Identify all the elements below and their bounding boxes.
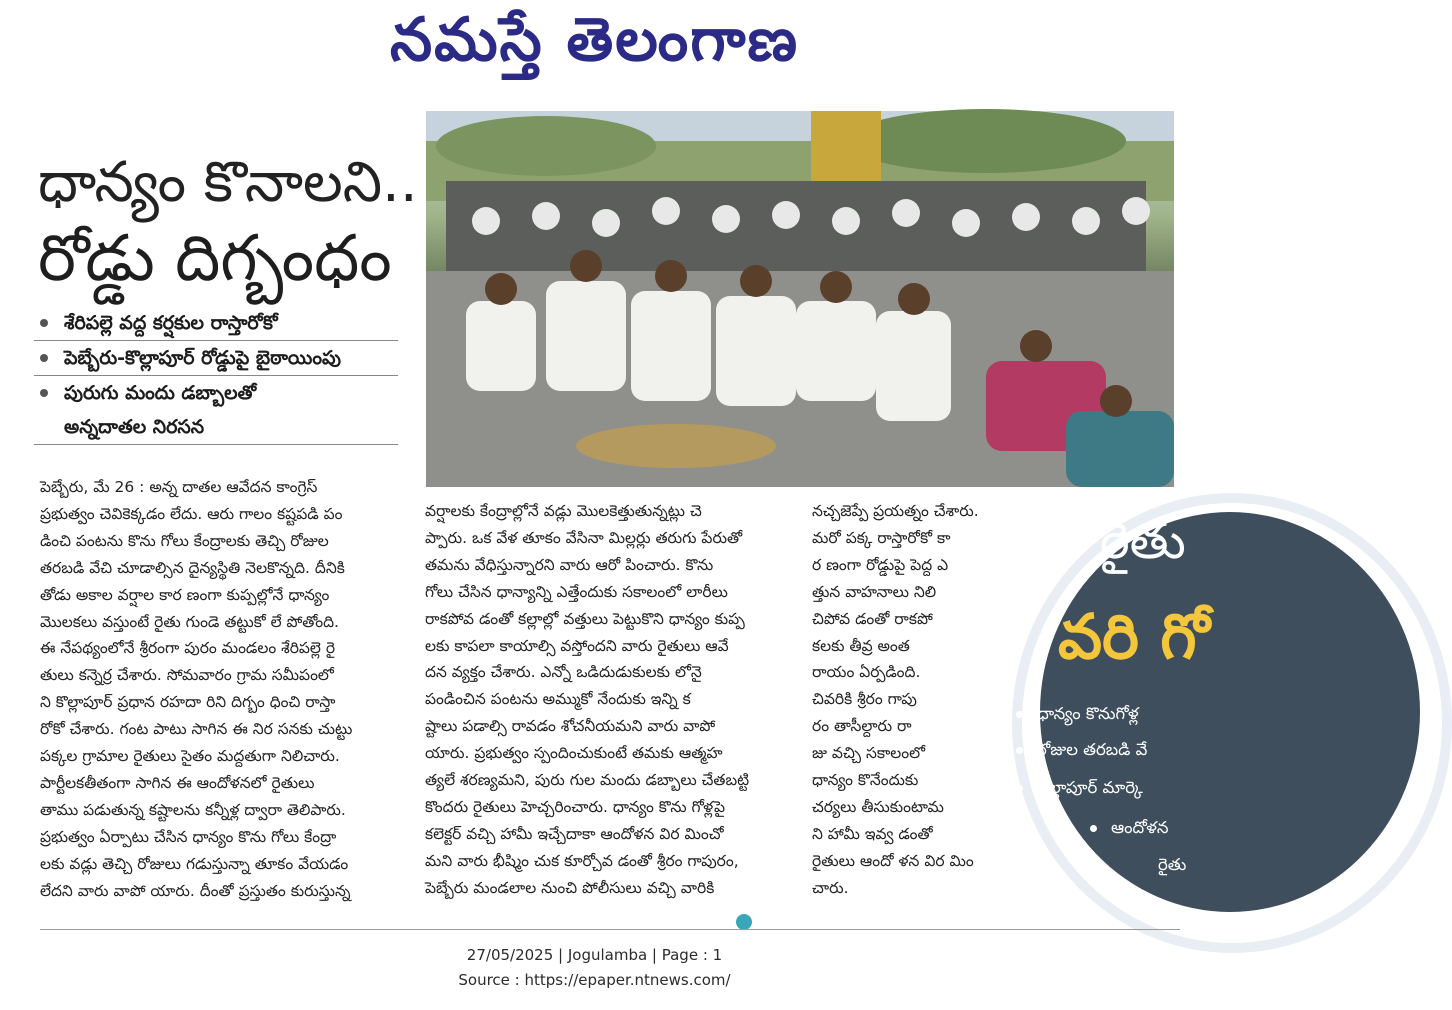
article-line: మని వారు భీష్మిం చుక కూర్చోవ డంతో శ్రీరం గాపురం, bbox=[425, 851, 739, 870]
badge-item bbox=[1016, 740, 1147, 763]
article-line: కలెక్టర్ వచ్చి హామీ ఇచ్చేదాకా ఆందోళన విర మించో bbox=[425, 824, 724, 843]
protest-photo bbox=[426, 111, 1174, 487]
article-line: లకు వడ్లు తెచ్చి రోజులు గడుస్తున్నా తూకం వేయడం bbox=[40, 854, 349, 873]
article-line: ని కొల్లాపూర్ ప్రధాన రహదా రిని దిగ్బం ధించి రాస్తా bbox=[40, 693, 336, 712]
bullet-text: శేరిపల్లె వద్ద కర్షకుల రాస్తారోకో bbox=[64, 312, 278, 334]
article-line: ప్పారు. ఒక వేళ తూకం వేసినా మిల్లర్లు తరుగు పేరుతో bbox=[425, 528, 743, 547]
article-line: పండించిన పంటను అమ్ముకో నేందుకు ఇన్ని క bbox=[425, 690, 691, 709]
bullet-dot-icon bbox=[40, 389, 48, 397]
article-line: తోడు అకాల వర్షాల కార ణంగా కుప్పల్లోనే ధాన్యం bbox=[40, 585, 330, 604]
bullet-item bbox=[34, 341, 398, 376]
bullet-text: పెబ్బేరు-కొల్లాపూర్ రోడ్డుపై బైఠాయింపు bbox=[64, 347, 341, 369]
badge-item bbox=[1016, 704, 1139, 727]
article-line: రాయం ఏర్పడింది. bbox=[812, 663, 921, 682]
article-line: యారు. ప్రభుత్వం స్పందించుకుంటే తమకు ఆత్మహ bbox=[425, 744, 723, 763]
article-line: పెబ్బేరు మండలాల నుంచి పోలీసులు వచ్చి వారికి bbox=[425, 878, 715, 897]
bullet-text: పురుగు మందు డబ్బాలతో bbox=[64, 382, 257, 404]
bullet-dot-icon bbox=[1090, 825, 1097, 832]
article-line: చివరికి శ్రీరం గాపు bbox=[812, 690, 917, 709]
bullet-dot-icon bbox=[1016, 785, 1023, 792]
bullet-dot-icon bbox=[40, 354, 48, 362]
badge-item bbox=[1090, 818, 1169, 841]
article-line: ష్టాలు పడాల్సి రావడం శోచనీయమని వారు వాపో bbox=[425, 717, 716, 736]
article-line: తాము పడుతున్న కష్టాలను కన్నీళ్ల ద్వారా తెలిపారు. bbox=[40, 800, 346, 819]
subheading-bullets bbox=[34, 306, 398, 445]
article-line: చారు. bbox=[812, 878, 849, 897]
article-line: రాకపోవ డంతో కల్లాల్లో వత్తులు పెట్టుకొని ధాన్యం కుప్ప bbox=[425, 609, 745, 628]
newspaper-masthead: నమస్తే తెలంగాణ bbox=[389, 5, 800, 75]
bullet-dot-icon bbox=[40, 319, 48, 327]
article-line: పక్కల గ్రామాల రైతులు సైతం మద్దతుగా నిలిచారు. bbox=[40, 747, 340, 766]
article-line: ప్రభుత్వం చెవికెక్కడం లేదు. ఆరు గాలం కష్టపడి పం bbox=[40, 504, 343, 523]
article-line: రం తాసీల్దారు రా bbox=[812, 717, 912, 736]
article-line: మొలకలు వస్తుంటే రైతు గుండె తట్టుకో లే పోతోంది. bbox=[40, 612, 339, 631]
article-line: డించి పంటను కొను గోలు కేంద్రాలకు తెచ్చి రోజుల bbox=[40, 531, 329, 550]
article-line: నచ్చజెప్పే ప్రయత్నం చేశారు. bbox=[812, 502, 979, 520]
bullet-item bbox=[34, 306, 398, 341]
badge-item bbox=[1158, 855, 1186, 878]
headline-line-2: రోడ్డు దిగ్బంధం bbox=[38, 222, 392, 296]
article-line: పెబ్బేరు, మే 26 : అన్న దాతల ఆవేదన కాంగ్రెస్ bbox=[40, 478, 318, 496]
photo-illustration bbox=[426, 111, 1174, 487]
footer-date-line: 27/05/2025 | Jogulamba | Page : 1 bbox=[466, 946, 723, 964]
article-line: లకు కాపలా కాయాల్సి వస్తోందని వారు రైతులు ఆవే bbox=[425, 636, 729, 655]
badge-item bbox=[1016, 778, 1143, 801]
badge-item-text: ధాన్యం కొనుగోళ్ల bbox=[1037, 704, 1139, 723]
article-line: తమను వేధిస్తున్నారని వారు ఆరో పించారు. కొను bbox=[425, 555, 714, 574]
article-line: జు వచ్చి సకాలంలో bbox=[812, 744, 926, 763]
article-line: రోకో చేశారు. గంట పాటు సాగిన ఈ నిర సనకు చుట్టు bbox=[40, 720, 353, 739]
article-line: ఈ నేపథ్యంలోనే శ్రీరంగా పురం మండలం శేరిపల్లె రై bbox=[40, 639, 336, 658]
page-marker-icon bbox=[736, 914, 752, 930]
article-column-2 bbox=[425, 498, 785, 902]
bullet-dot-icon bbox=[1016, 747, 1023, 754]
bullet-text: అన్నదాతల నిరసన bbox=[64, 416, 205, 438]
article-line: కలకు తీవ్ర అంత bbox=[812, 636, 910, 655]
badge-item-text: రోజుల తరబడి వే bbox=[1037, 740, 1148, 759]
article-line: ప్రభుత్వం ఏర్పాటు చేసిన ధాన్యం కొను గోలు కేంద్రా bbox=[40, 827, 337, 846]
article-line: తులు కన్నెర్ర చేశారు. సోమవారం గ్రామ సమీపంలో bbox=[40, 666, 334, 685]
badge-item-text: రైతు bbox=[1158, 855, 1187, 874]
badge-title-1: రైతు bbox=[1100, 512, 1186, 570]
article-line: త్తున వాహనాలు నిలి bbox=[812, 582, 937, 601]
bullet-dot-icon bbox=[1016, 711, 1023, 718]
headline-line-1: ధాన్యం కొనాలని.. bbox=[38, 150, 418, 215]
footer-source-line: Source : https://epaper.ntnews.com/ bbox=[458, 971, 731, 989]
article-line: చిపోవ డంతో రాకపో bbox=[812, 609, 933, 628]
article-line: గోలు చేసిన ధాన్యాన్ని ఎత్తేందుకు సకాలంలో లారీలు bbox=[425, 582, 728, 601]
article-line: రైతులు ఆందో ళన విర మిం bbox=[812, 851, 974, 870]
article-line: వర్షాలకు కేంద్రాల్లోనే వడ్లు మొలకెత్తుతున్నట్లు చె bbox=[425, 502, 702, 520]
article-column-1 bbox=[40, 474, 398, 905]
article-line: కొందరు రైతులు హెచ్చరించారు. ధాన్యం కొను గోళ్లపై bbox=[425, 797, 726, 816]
article-line: పార్టీలకతీతంగా సాగిన ఈ ఆందోళనలో రైతులు bbox=[40, 773, 315, 792]
bottom-divider bbox=[40, 929, 1180, 930]
bullet-item bbox=[34, 410, 398, 445]
article-line: తరబడి వేచి చూడాల్సిన దైన్యస్థితి నెలకొన్నది. దీనికి bbox=[40, 558, 345, 577]
article-line: ధాన్యం కొనేందుకు bbox=[812, 771, 919, 790]
badge-item-text: ఆందోళన bbox=[1111, 818, 1169, 837]
article-line: దన వ్యక్తం చేశారు. ఎన్నో ఒడిదుడుకులకు లోనై bbox=[425, 663, 702, 682]
article-line: మరో పక్క రాస్తారోకో కా bbox=[812, 528, 951, 547]
article-line: చర్యలు తీసుకుంటామ bbox=[812, 797, 944, 816]
article-line: ర ణంగా రోడ్డుపై పెద్ద ఎ bbox=[812, 555, 949, 574]
article-line: ని హామీ ఇవ్వ డంతో bbox=[812, 824, 933, 843]
article-line: లేదని వారు వాపో యారు. దీంతో ప్రస్తుతం కురుస్తున్న bbox=[40, 881, 351, 900]
bullet-item bbox=[34, 376, 398, 410]
badge-title-2: వరి గో bbox=[1058, 600, 1210, 673]
article-line: త్యలే శరణ్యమని, పురు గుల మందు డబ్బాలు చేతబట్టి bbox=[425, 771, 750, 790]
badge-item-text: కొల్లాపూర్ మార్కె bbox=[1037, 778, 1143, 797]
article-column-3 bbox=[812, 498, 1018, 902]
